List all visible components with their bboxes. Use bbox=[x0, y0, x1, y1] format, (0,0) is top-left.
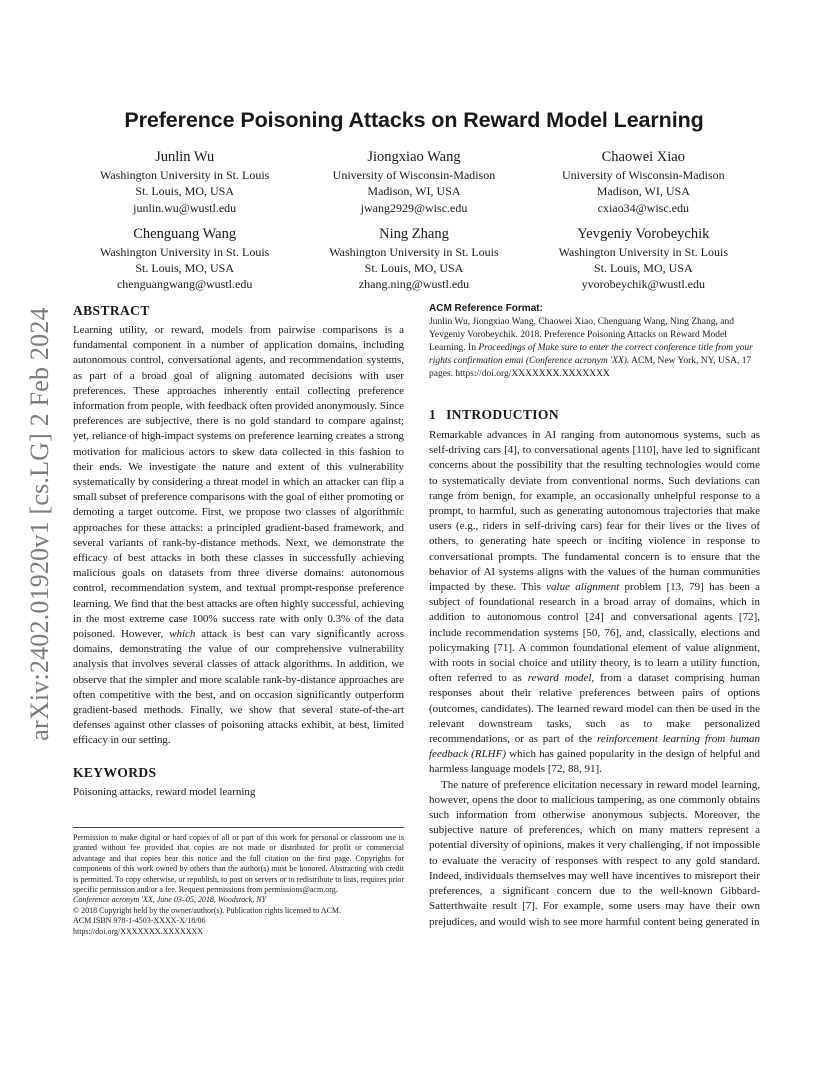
acm-reference-emphasis: Proceedings of Make sure to enter the correct conference title from your rights confirmation emai (Conference acronym 'XX). bbox=[429, 343, 753, 366]
keywords-heading: KEYWORDS bbox=[73, 764, 157, 780]
paragraph-text: Remarkable advances in AI ranging from autonomous systems, such as self-driving cars [4], to conversational agents [110], have led to significant concerns about the possibility that the resulting technologies would come to systematically deviate from conventional norms. Such deviations can range from benign, for example, an occasionally unhelpful response to a prompt, to harmful, such as generating autonomous trajectories that make users (e.g., riders in self-driving cars) fear for their lives or the lives of others, to generating hate speech or inciting violence in response to conversational prompts. The fundamental concern is to ensure that the behavior of AI systems aligns with the values of the human communities impacted by these. This bbox=[429, 429, 760, 594]
introduction-heading bbox=[429, 407, 760, 423]
paragraph-emphasis: reward model bbox=[527, 672, 592, 685]
author-email: zhang.ning@wustl.edu bbox=[358, 277, 470, 292]
introduction-paragraph: The nature of preference elicitation necessary in reward model learning, however, opens the door to malicious tampering, as one commonly obtains such information from otherwise anonymous subjects. Moreover, the subjective nature of preferences, which on many matters represent a potential diversity of opinions, makes it very challenging, if not impossible to evaluate the veracity of responses with respect to any gold standard. Indeed, individuals themselves may well have incentives to misreport their preferences, a significant concern due to the well-known Gibbard-Satterthwaite result [7]. For example, some users may have their own prejudices, and would wish to see more harmful content being generated in bbox=[429, 778, 760, 928]
paragraph-emphasis: reinforcement learning from human feedback (RLHF) bbox=[429, 733, 760, 761]
introduction-paragraph bbox=[429, 428, 760, 778]
arxiv-identifier-text: arXiv:2402.01920v1 [cs.LG] 2 Feb 2024 bbox=[25, 307, 54, 741]
author-affiliation: Washington University in St. Louis bbox=[329, 244, 499, 259]
acm-reference-part: Junlin Wu, Jiongxiao Wang, Chaowei Xiao, Chenguang Wang, Ning Zhang, and Yevgeniy Vorobeychik. 2018. Preference Poisoning Attacks on Reward Model Learning. In bbox=[429, 317, 734, 353]
author-card bbox=[529, 148, 758, 216]
author-name: Chenguang Wang bbox=[133, 225, 237, 242]
author-card bbox=[299, 148, 528, 216]
section-title: INTRODUCTION bbox=[446, 407, 559, 422]
author-affiliation: Washington University in St. Louis bbox=[558, 244, 728, 259]
author-affiliation: Washington University in St. Louis bbox=[99, 168, 270, 182]
abstract-text bbox=[73, 323, 404, 749]
introduction-section bbox=[429, 407, 760, 930]
author-location: St. Louis, MO, USA bbox=[593, 261, 693, 276]
author-affiliation: University of Wisconsin-Madison bbox=[562, 168, 725, 182]
author-location: St. Louis, MO, USA bbox=[364, 261, 464, 276]
author-location: Madison, WI, USA bbox=[367, 184, 461, 199]
author-card bbox=[70, 225, 299, 293]
author-email: junlin.wu@wustl.edu bbox=[133, 200, 237, 215]
abstract-text-part: Learning utility, or reward, models from pairwise comparisons is a fundamental component in a number of application domains, including autonomous control, conversational agents, and recommendation systems, as part of a broad goal of aligning automated decisions with user preferences. These approaches inherently entail collecting preference information from people, with feedback often provided anonymously. Since preferences are subjective, there is no gold standard to compare against; yet, reliance of high-impact systems on preference learning creates a strong motivation for malicious actors to skew data collected in this fashion to their ends. We investigate the nature and extent of this vulnerability systematically by considering a threat model in which an attacker can flip a small subset of preference comparisons with the goal of either promoting or demoting a target outcome. First, we propose two classes of algorithmic approaches for these attacks: a principled gradient-based framework, and several variants of rank-by-distance methods. Next, we demonstrate the efficacy of best attacks in both these classes in successfully achieving malicious goals on datasets from three diverse domains: autonomous control, recommendation system, and textual prompt-response preference learning. We find that the best attacks are often highly successful, achieving in the most extreme case 100% success rate with only 0.3% of the data poisoned. However, bbox=[73, 324, 404, 641]
right-column bbox=[429, 303, 760, 930]
acm-reference-part: ACM, New York, NY, USA, 17 pages. https://doi.org/XXXXXXX.XXXXXXX bbox=[429, 356, 752, 379]
permission-notice bbox=[73, 833, 404, 937]
author-email: cxiao34@wisc.edu bbox=[597, 200, 689, 215]
author-name: Chaowei Xiao bbox=[601, 149, 685, 165]
author-name: Jiongxiao Wang bbox=[367, 149, 461, 165]
abstract-heading: ABSTRACT bbox=[73, 303, 150, 318]
paragraph-text: problem [13, 79] has been a subject of foundational research in a broad array of domains, which in addition to autonomous control [24] and conversational agents [72], include recommendation systems [50, 76], and, classically, elections and policymaking [71]. A common foundational element of value alignment, with roots in social choice and utility theory, is to learn a utility function, often referred to as bbox=[429, 581, 760, 685]
author-affiliation: Washington University in St. Louis bbox=[99, 244, 270, 259]
isbn-line: ACM ISBN 978-1-4503-XXXX-X/18/06 bbox=[73, 916, 206, 926]
keywords-section bbox=[73, 765, 404, 800]
author-email: jwang2929@wisc.edu bbox=[360, 200, 468, 215]
paragraph-emphasis: value alignment bbox=[546, 581, 620, 594]
arxiv-identifier bbox=[19, 293, 61, 755]
section-number: 1 bbox=[429, 407, 437, 422]
left-column bbox=[73, 303, 404, 937]
author-location: St. Louis, MO, USA bbox=[135, 184, 234, 199]
author-affiliation: University of Wisconsin-Madison bbox=[332, 168, 496, 182]
author-email: chenguangwang@wustl.edu bbox=[116, 277, 253, 292]
author-card bbox=[299, 225, 528, 293]
abstract-section bbox=[73, 303, 404, 749]
author-name: Ning Zhang bbox=[379, 225, 449, 242]
paragraph-text: , from a dataset comprising human responses about their relative preferences between pairs of options (outcomes, candidates). The learned reward model can then be used in the relevant downstream tasks, such as to make personalized recommendations, or as part of the bbox=[429, 672, 760, 746]
author-name: Yevgeniy Vorobeychik bbox=[577, 225, 710, 242]
acm-reference-text bbox=[429, 316, 760, 381]
abstract-text-part: attack is best can vary significantly across domains, demonstrating the value of our comprehensive vulnerability analysis that involves several classes of attack algorithms. In addition, we observe that the simpler and more scalable rank-by-distance approaches are often competitive with the best, and on occasion significantly outperform gradient-based methods. Finally, we show that several state-of-the-art defenses against other classes of poisoning attacks exhibit, at best, limited efficacy in our setting. bbox=[73, 628, 404, 747]
conference-venue: Conference acronym 'XX, June 03–05, 2018, Woodstock, NY bbox=[73, 895, 267, 905]
abstract-emphasis: which bbox=[169, 628, 196, 641]
acm-reference-section bbox=[429, 303, 760, 381]
author-location: St. Louis, MO, USA bbox=[135, 261, 234, 276]
copyright-line: © 2018 Copyright held by the owner/author(s). Publication rights licensed to ACM. bbox=[73, 905, 342, 915]
author-card bbox=[70, 148, 299, 216]
author-email: yvorobeychik@wustl.edu bbox=[581, 277, 705, 292]
footnote-divider bbox=[73, 827, 404, 828]
author-block bbox=[70, 148, 758, 293]
paper-title: Preference Poisoning Attacks on Reward Model Learning bbox=[124, 108, 704, 132]
keywords-text: Poisoning attacks, reward model learning bbox=[73, 785, 256, 798]
acm-reference-heading: ACM Reference Format: bbox=[429, 303, 543, 314]
permission-text: Permission to make digital or hard copies of all or part of this work for personal or classroom use is granted without fee provided that copies are not made or distributed for profit or commercial advantage and that copies bear this notice and the full citation on the first page. Copyrights for components of this work owned by others than the author(s) must be honored. Abstracting with credit is permitted. To copy otherwise, or republish, to post on servers or to redistribute to lists, requires prior specific permission and/or a fee. Request permissions from permissions@acm.org. bbox=[73, 832, 404, 894]
paragraph-text: which has gained popularity in the design of helpful and harmless language models [72, 88, 91]. bbox=[429, 748, 760, 776]
doi-line: https://doi.org/XXXXXXX.XXXXXXX bbox=[73, 926, 204, 936]
author-location: Madison, WI, USA bbox=[596, 184, 690, 199]
author-card bbox=[529, 225, 758, 293]
author-name: Junlin Wu bbox=[155, 149, 215, 165]
